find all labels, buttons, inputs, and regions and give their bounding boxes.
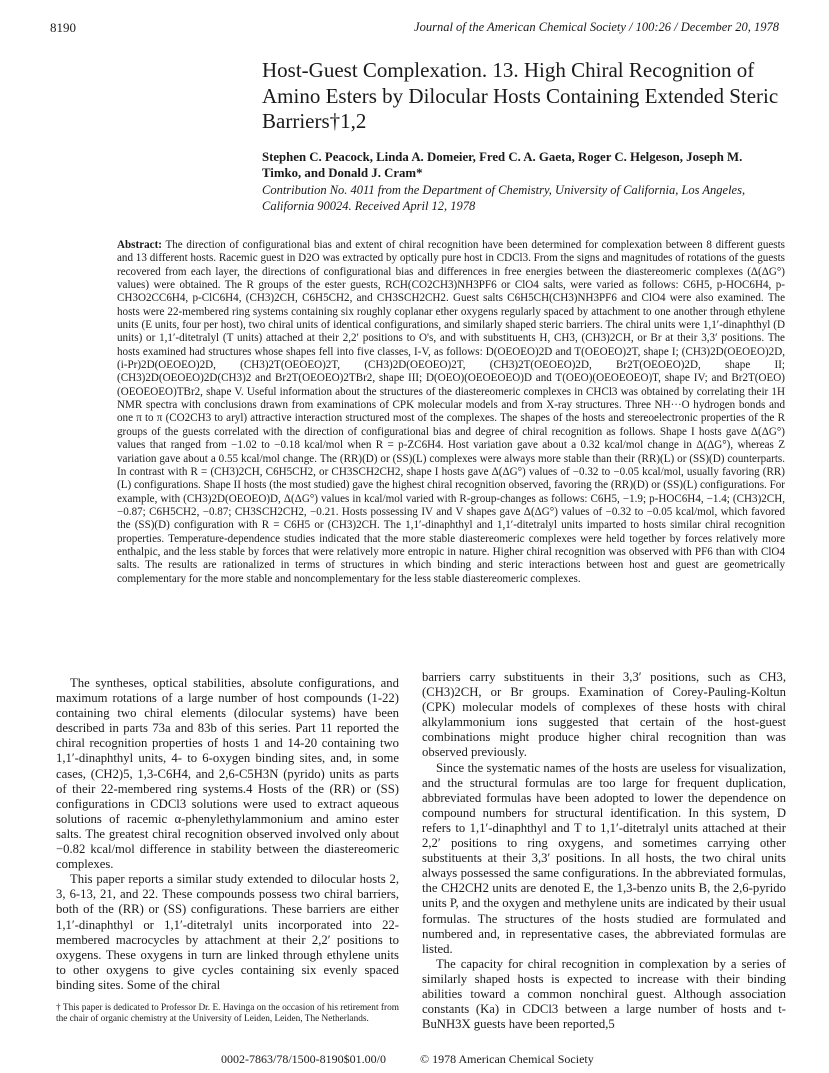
- author-list: Stephen C. Peacock, Linda A. Domeier, Fred C. A. Gaeta, Roger C. Helgeson, Joseph M. Timko, and Donald J. Cram*: [262, 150, 743, 180]
- body-column-right: [422, 670, 786, 1032]
- footer-copyright: © 1978 American Chemical Society: [420, 1052, 594, 1066]
- footer-code: 0002-7863/78/1500-8190$01.00/0: [221, 1052, 386, 1066]
- body-paragraph: Since the systematic names of the hosts are useless for visualization, and the structural formulas are too large for frequent duplication, abbreviated formulas have been adopted to lower the dependence on compound numbers for structural identification. In this system, D refers to 1,1′-dinaphthyl and T to 1,1′-ditetralyl units attached at their 2,2′ positions to ring oxygens, and sometimes carrying other substituents at their 3,3′ positions. In all hosts, the two chiral units always possessed the same configurations. In the abbreviated formulas, the CH2CH2 units are denoted E, the 1,3-benzo units B, the 2,6-pyrido units P, and the oxygen and methylene units are indicated by their usual formulas. The structures of the hosts studied are formulated and numbered and, in representative cases, the abbreviated formulas are listed.: [422, 760, 786, 956]
- body-paragraph: The capacity for chiral recognition in complexation by a series of similarly shaped hosts is expected to increase with their binding abilities toward a common nonchiral guest. Although association constants (Ka) in CDCl3 between a large number of hosts and t-BuNH3X guests have been reported,5: [422, 956, 786, 1032]
- abstract-label: Abstract:: [117, 239, 162, 251]
- body-paragraph: barriers carry substituents in their 3,3′ positions, such as CH3, (CH3)2CH, or Br groups. Examination of Corey-Pauling-Koltun (CPK) molecular models of complexes of these hosts with chiral alkylammonium ions suggested that certain of the host-guest combinations might produce higher chiral recognition than was observed previously.: [422, 670, 786, 760]
- affiliation: Contribution No. 4011 from the Department of Chemistry, University of California, Los Angeles, California 90024. Received April 12, 1978: [262, 183, 746, 213]
- footnote: † This paper is dedicated to Professor Dr. E. Havinga on the occasion of his retirement from the chair of organic chemistry at the University of Leiden, Leiden, The Netherlands.: [56, 1003, 399, 1024]
- body-column-left: [56, 676, 399, 993]
- page-number: 8190: [50, 20, 76, 35]
- journal-header: Journal of the American Chemical Society / 100:26 / December 20, 1978: [414, 20, 779, 34]
- article-title: Host-Guest Complexation. 13. High Chiral Recognition of Amino Esters by Dilocular Hosts Containing Extended Steric Barriers†1,2: [262, 58, 779, 133]
- abstract-text: The direction of configurational bias and extent of chiral recognition have been determined for complexation between 8 different guests and 13 different hosts. Racemic guest in D2O was extracted by optically pure host in CDCl3. From the signs and magnitudes of rotations of the guests recovered from each layer, the directions of configurational bias and differences in free energies between the diastereomeric complexes (Δ(ΔG°) values) were obtained. The R groups of the ester guests, RCH(CO2CH3)NH3PF6 or ClO4 salts, were varied as follows: C6H5, p-HOC6H4, p-CH3O2CC6H4, p-ClC6H4, (CH3)2CH, C6H5CH2, and CH3SCH2CH2. Guest salts C6H5CH(CH3)NH3PF6 and ClO4 were also examined. The hosts were 22-membered ring systems containing six roughly coplanar ether oxygens regularly spaced by attachment to one another through ethylene units (E units, four per host), two chiral units of identical configurations, and similarly shaped steric barriers. The chiral units were 1,1′-dinaphthyl (D units) or 1,1′-ditetralyl (T units) attached at their 2,2′ positions to O's, and with substituents H, CH3, (CH3)2CH, or Br at their 3,3′ positions. The hosts examined had structures whose shapes fell into five classes, I-V, as follows: D(OEOEO)2D and T(OEOEO)2T, shape I; (CH3)2D(OEOEO)2D, (i-Pr)2D(OEOEO)2D, (CH3)2T(OEOEO)2T, (CH3)2D(OEOEO)2T, (CH3)2T(OEOEO)2D, Br2T(OEOEO)2D, shape II; (CH3)2D(OEOEO)2D(CH3)2 and Br2T(OEOEO)2TBr2, shape III; D(OEO)(OEOEOEO)D and T(OEO)(OEOEOEO)T, shape IV; and Br2T(OEO)(OEOEOEO)TBr2, shape V. Useful information about the structures of the diastereomeric complexes in CHCl3 was obtained by correlating their 1H NMR spectra with conclusions drawn from examinations of CPK molecular models and from X-ray structures. Three NH···O hydrogen bonds and one π to π (CO2CH3 to aryl) attractive interaction structured most of the complexes. The shapes of the hosts and stereoelectronic properties of the R groups of the guests correlated with the direction of configurational bias and degree of chiral recognition as follows. Shape I hosts gave Δ(ΔG°) values that ranged from −1.02 to −0.18 kcal/mol when R = p-ZC6H4. Host variation gave about a 0.32 kcal/mol change in Δ(ΔG°), whereas Z variation gave about a 0.55 kcal/mol change. The (RR)(D) or (SS)(L) complexes were always more stable than their (RR)(L) or (SS)(D) counterparts. In contrast with R = (CH3)2CH, C6H5CH2, or CH3SCH2CH2, shape I hosts gave Δ(ΔG°) values of −0.32 to −0.05 kcal/mol, usually favoring (RR)(L) configurations. Shape II hosts (the most studied) gave the highest chiral recognition observed, favoring the (RR)(D) or (SS)(L) configurations. For example, with (CH3)2D(OEOEO)D, Δ(ΔG°) values in kcal/mol varied with R-group-changes as follows: C6H5, −1.9; p-HOC6H4, −1.4; (CH3)2CH, −0.87; C6H5CH2, −0.87; CH3SCH2CH2, −0.21. Hosts possessing IV and V shapes gave Δ(ΔG°) values of −0.32 to −0.05 kcal/mol, which favored the (SS)(D) configuration with R = C6H5 or (CH3)2CH. The 1,1′-dinaphthyl and 1,1′-ditetralyl units imparted to hosts similar chiral recognition properties. Temperature-dependence studies indicated that the more stable diastereomeric complexes were held together by forces relatively more enthalpic, and the less stable by forces that were relatively more entropic in nature. Higher chiral recognition was observed with PF6 than with ClO4 salts. The results are rationalized in terms of structures in which binding and steric interactions between host and guest are geometrically complementary for the more stable and noncomplementary for the less stable diastereomeric complexes.: [117, 239, 786, 585]
- abstract: [117, 239, 785, 586]
- body-paragraph: The syntheses, optical stabilities, absolute configurations, and maximum rotations of a large number of host compounds (1-22) containing two chiral elements (dilocular systems) have been described in parts 73a and 83b of this series. Part 11 reported the chiral recognition properties of hosts 1 and 14-20 containing two 1,1′-dinaphthyl units, 4- to 6-oxygen binding sites, and, in some cases, (CH2)5, 1,3-C6H4, and 2,6-C5H3N (pyrido) units as parts of their 22-membered ring systems.4 Hosts of the (RR) or (SS) configurations in CDCl3 solutions were used to extract aqueous solutions of racemic α-phenylethylammonium and amino ester salts. The greatest chiral recognition observed involved only about −0.82 kcal/mol difference in stability between the diastereomeric complexes.: [56, 676, 399, 872]
- body-paragraph: This paper reports a similar study extended to dilocular hosts 2, 3, 6-13, 21, and 22. These compounds possess two chiral barriers, both of the (RR) or (SS) configurations. These barriers are either 1,1′-dinaphthyl or 1,1′-ditetralyl units incorporated into 22-membered macrocycles by attachment at their 2,2′ positions to oxygens. These oxygens in turn are linked through ethylene units to other oxygens to give cycles containing six evenly spaced binding sites. Some of the chiral: [56, 872, 399, 992]
